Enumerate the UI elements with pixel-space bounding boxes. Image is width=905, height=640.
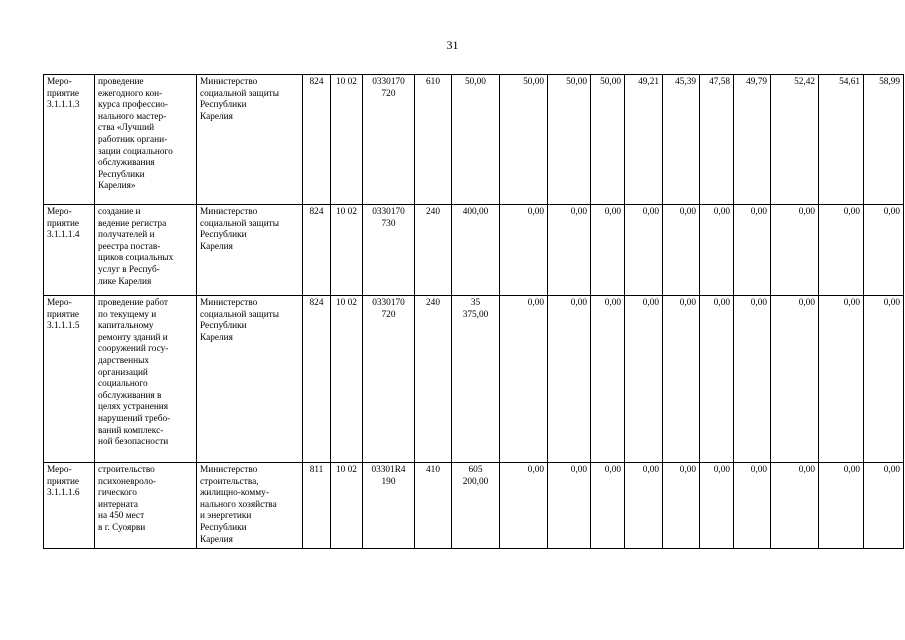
csr-cell: 0330170 720 bbox=[363, 296, 415, 463]
vr-cell: 240 bbox=[415, 205, 452, 296]
value-cell: 0,00 bbox=[591, 463, 625, 549]
csr-cell: 03301R4 190 bbox=[363, 463, 415, 549]
value-cell: 0,00 bbox=[500, 463, 548, 549]
grbs-cell: 811 bbox=[303, 463, 331, 549]
value-cell: 0,00 bbox=[548, 463, 591, 549]
value-cell: 0,00 bbox=[700, 296, 734, 463]
value-cell: 0,00 bbox=[819, 463, 864, 549]
value-cell: 54,61 bbox=[819, 75, 864, 205]
description-cell: проведение работ по текущему и капитальному ремонту зданий и сооружений госу- дарственных организаций социального обслуживания в целях устранения нарушений требо- ваний комплекс- ной безопасности bbox=[95, 296, 197, 463]
value-cell: 0,00 bbox=[819, 205, 864, 296]
row-name-cell: Меро- приятие 3.1.1.1.6 bbox=[44, 463, 95, 549]
budget-table bbox=[43, 74, 904, 549]
value-cell: 0,00 bbox=[771, 205, 819, 296]
value-cell: 0,00 bbox=[500, 296, 548, 463]
grbs-cell: 824 bbox=[303, 75, 331, 205]
executor-cell: Министерство строительства, жилищно-комму- нального хозяйства и энергетики Республики Карелия bbox=[197, 463, 303, 549]
value-cell: 0,00 bbox=[591, 296, 625, 463]
value-cell: 50,00 bbox=[591, 75, 625, 205]
vr-cell: 610 bbox=[415, 75, 452, 205]
value-cell: 0,00 bbox=[663, 463, 700, 549]
value-cell: 0,00 bbox=[864, 296, 904, 463]
value-cell: 0,00 bbox=[591, 205, 625, 296]
value-cell: 50,00 bbox=[452, 75, 500, 205]
csr-cell: 0330170 730 bbox=[363, 205, 415, 296]
executor-cell: Министерство социальной защиты Республики Карелия bbox=[197, 296, 303, 463]
value-cell: 0,00 bbox=[864, 463, 904, 549]
value-cell: 0,00 bbox=[864, 205, 904, 296]
table-row bbox=[44, 75, 904, 205]
value-cell: 0,00 bbox=[663, 296, 700, 463]
grbs-cell: 824 bbox=[303, 296, 331, 463]
table-body bbox=[44, 75, 904, 549]
rzpr-cell: 10 02 bbox=[331, 296, 363, 463]
value-cell: 0,00 bbox=[734, 296, 771, 463]
row-name-cell: Меро- приятие 3.1.1.1.3 bbox=[44, 75, 95, 205]
value-cell: 0,00 bbox=[700, 463, 734, 549]
description-cell: строительство психоневроло- гического интерната на 450 мест в г. Суоярви bbox=[95, 463, 197, 549]
table-row bbox=[44, 463, 904, 549]
row-name-cell: Меро- приятие 3.1.1.1.4 bbox=[44, 205, 95, 296]
value-cell: 50,00 bbox=[548, 75, 591, 205]
row-name-cell: Меро- приятие 3.1.1.1.5 bbox=[44, 296, 95, 463]
rzpr-cell: 10 02 bbox=[331, 205, 363, 296]
value-cell: 0,00 bbox=[771, 463, 819, 549]
rzpr-cell: 10 02 bbox=[331, 463, 363, 549]
description-cell: создание и ведение регистра получателей и реестра постав- щиков социальных услуг в Респуб- лике Карелия bbox=[95, 205, 197, 296]
csr-cell: 0330170 720 bbox=[363, 75, 415, 205]
value-cell: 0,00 bbox=[548, 205, 591, 296]
vr-cell: 240 bbox=[415, 296, 452, 463]
value-cell: 0,00 bbox=[700, 205, 734, 296]
vr-cell: 410 bbox=[415, 463, 452, 549]
grbs-cell: 824 bbox=[303, 205, 331, 296]
value-cell: 45,39 bbox=[663, 75, 700, 205]
executor-cell: Министерство социальной защиты Республики Карелия bbox=[197, 205, 303, 296]
value-cell: 0,00 bbox=[771, 296, 819, 463]
value-cell: 0,00 bbox=[663, 205, 700, 296]
value-cell: 0,00 bbox=[625, 205, 663, 296]
value-cell: 49,79 bbox=[734, 75, 771, 205]
value-cell: 0,00 bbox=[500, 205, 548, 296]
value-cell: 50,00 bbox=[500, 75, 548, 205]
value-cell: 0,00 bbox=[734, 463, 771, 549]
value-cell: 58,99 bbox=[864, 75, 904, 205]
rzpr-cell: 10 02 bbox=[331, 75, 363, 205]
value-cell: 0,00 bbox=[625, 296, 663, 463]
value-cell: 0,00 bbox=[819, 296, 864, 463]
value-cell: 52,42 bbox=[771, 75, 819, 205]
value-cell: 400,00 bbox=[452, 205, 500, 296]
value-cell: 0,00 bbox=[548, 296, 591, 463]
executor-cell: Министерство социальной защиты Республики Карелия bbox=[197, 75, 303, 205]
value-cell: 0,00 bbox=[734, 205, 771, 296]
value-cell: 0,00 bbox=[625, 463, 663, 549]
description-cell: проведение ежегодного кон- курса профессио- нального мастер- ства «Лучший работник органи- зации социального обслуживания Республики Карелия» bbox=[95, 75, 197, 205]
value-cell: 47,58 bbox=[700, 75, 734, 205]
table-row bbox=[44, 205, 904, 296]
value-cell: 35 375,00 bbox=[452, 296, 500, 463]
value-cell: 49,21 bbox=[625, 75, 663, 205]
table-row bbox=[44, 296, 904, 463]
value-cell: 605 200,00 bbox=[452, 463, 500, 549]
page-number: 31 bbox=[446, 38, 459, 52]
